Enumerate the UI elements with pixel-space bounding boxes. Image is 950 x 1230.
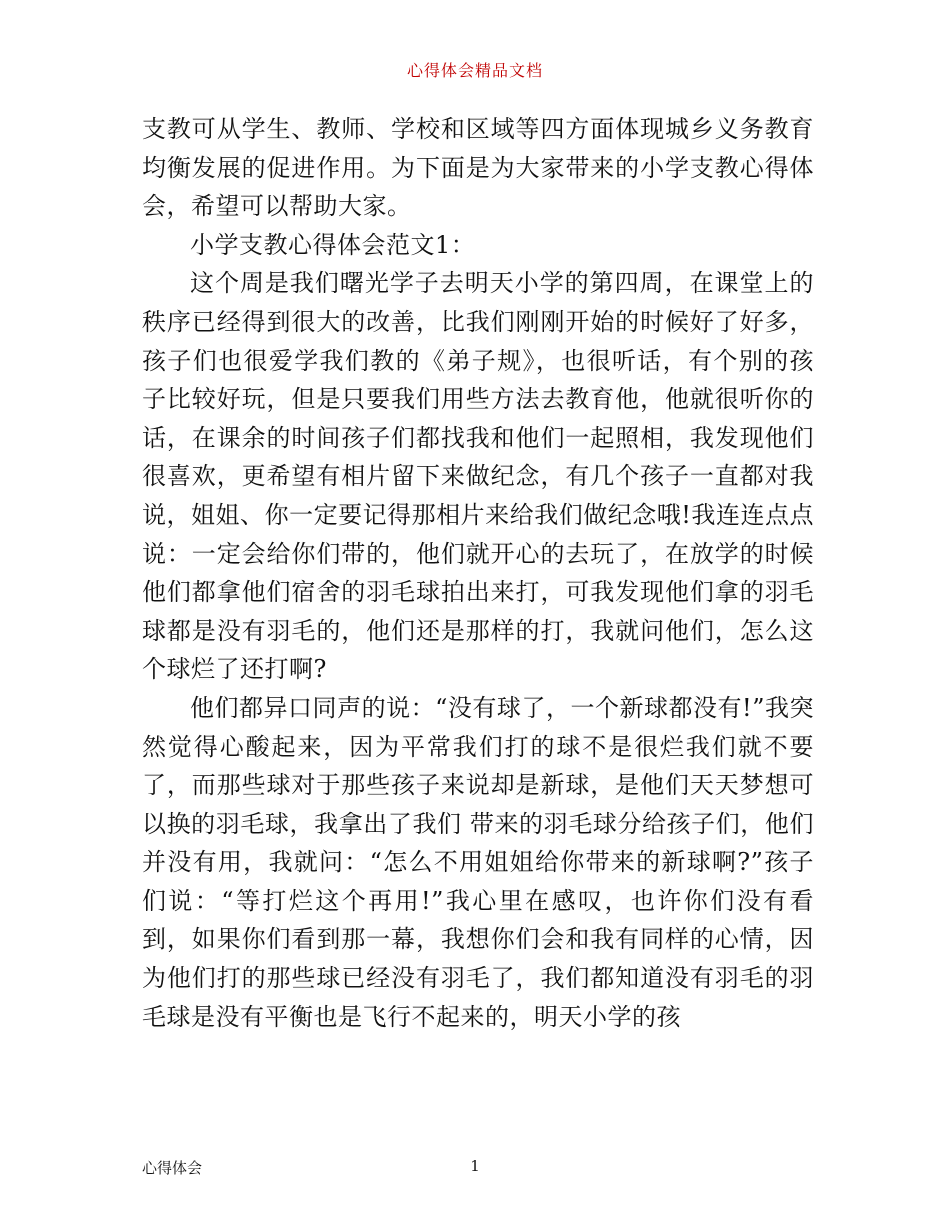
footer-label: 心得体会: [142, 1159, 203, 1177]
section-heading: 小学支教心得体会范文1：: [190, 230, 476, 259]
intro-paragraph: 支教可从学生、教师、学校和区域等四方面体现城乡义务教育均衡发展的促进作用。为下面是为大家带来的小学支教心得体会，希望可以帮助大家。: [142, 115, 814, 221]
document-body: [142, 110, 814, 1036]
page-number: 1: [470, 1157, 480, 1175]
body-paragraph: 他们都异口同声的说：“没有球了，一个新球都没有!”我突然觉得心酸起来，因为平常我们打的球不是很烂我们就不要了，而那些球对于那些孩子来说却是新球，是他们天天梦想可以换的羽毛球，我拿出了我们 带来的羽毛球分给孩子们，他们并没有用，我就问：“怎么不用姐姐给你带来的新球啊?”孩子们说：“等打烂这个再用!”我心里在感叹，也许你们没有看到，如果你们看到那一幕，我想你们会和我有同样的心情，因为他们打的那些球已经没有羽毛了，我们都知道没有羽毛的羽毛球是没有平衡也是飞行不起来的，明天小学的孩: [142, 693, 814, 1031]
body-paragraph: 这个周是我们曙光学子去明天小学的第四周，在课堂上的秩序已经得到很大的改善，比我们刚刚开始的时候好了好多，孩子们也很爱学我们教的《弟子规》，也很听话，有个别的孩子比较好玩，但是只要我们用些方法去教育他，他就很听你的话，在课余的时间孩子们都找我和他们一起照相，我发现他们很喜欢，更希望有相片留下来做纪念，有几个孩子一直都对我说，姐姐、你一定要记得那相片来给我们做纪念哦!我连连点点说：一定会给你们带的，他们就开心的去玩了，在放学的时候他们都拿他们宿舍的羽毛球拍出来打，可我发现他们拿的羽毛球都是没有羽毛的，他们还是那样的打，我就问他们，怎么这个球烂了还打啊?: [142, 269, 814, 684]
page-header-title: 心得体会精品文档: [406, 61, 543, 80]
